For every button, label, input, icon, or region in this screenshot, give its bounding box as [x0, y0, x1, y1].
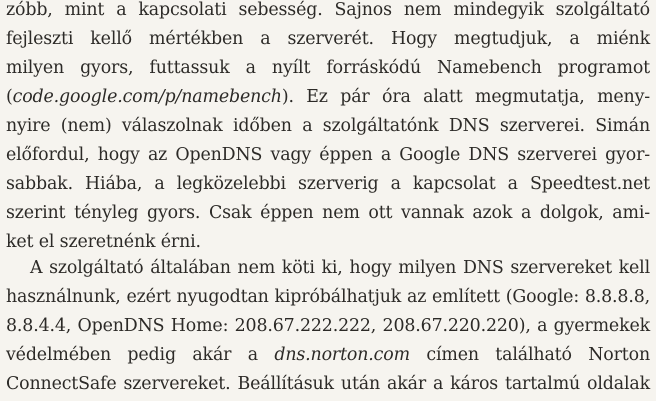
text-line: szerint tényleg gyors. Csak éppen nem ott vannak azok a dolgok, ami- [6, 203, 650, 223]
text-segment: védelmében pedig akár a [6, 345, 275, 365]
text-segment: ( [6, 87, 13, 107]
text-line: használnunk, ezért nyugodtan kipróbálhatjuk az említett (Google: 8.8.8.8, [6, 287, 650, 307]
text-segment: ). Ez pár óra alatt megmutatja, meny- [281, 87, 650, 107]
text-line: zóbb, mint a kapcsolati sebesség. Sajnos nem mindegyik szolgáltató [6, 0, 650, 20]
text-line: ket el szeretnénk érni. [6, 232, 201, 252]
text-line: ConnectSafe szervereket. Beállításuk után akár a káros tartalmú oldalak [6, 374, 650, 394]
text-line: fejleszti kellő mértékben a szerverét. Hogy megtudjuk, a miénk [6, 29, 650, 49]
text-line [0, 83, 656, 112]
text-line: 8.8.4.4, OpenDNS Home: 208.67.222.222, 208.67.220.220), a gyermekek [6, 316, 650, 336]
norton-url: dns.norton.com [274, 345, 410, 365]
text-line: előfordul, hogy az OpenDNS vagy éppen a Google DNS szerverei gyor- [6, 145, 650, 165]
text-line: milyen gyors, futtassuk a nyílt forráskódú Namebench programot [6, 58, 650, 78]
namebench-url: code.google.com/p/namebench [12, 87, 282, 107]
paragraph-dns-servers [0, 254, 656, 399]
text-line: sabbak. Hiába, a legközelebbi szerverig a kapcsolat a Speedtest.net [6, 174, 650, 194]
text-line: A szolgáltató általában nem köti ki, hogy milyen DNS szervereket kell [30, 258, 650, 278]
text-segment: címen található Norton [409, 345, 650, 365]
text-line: nyire (nem) válaszolnak időben a szolgáltatónk DNS szerverei. Simán [6, 116, 650, 136]
text-line [0, 341, 656, 370]
